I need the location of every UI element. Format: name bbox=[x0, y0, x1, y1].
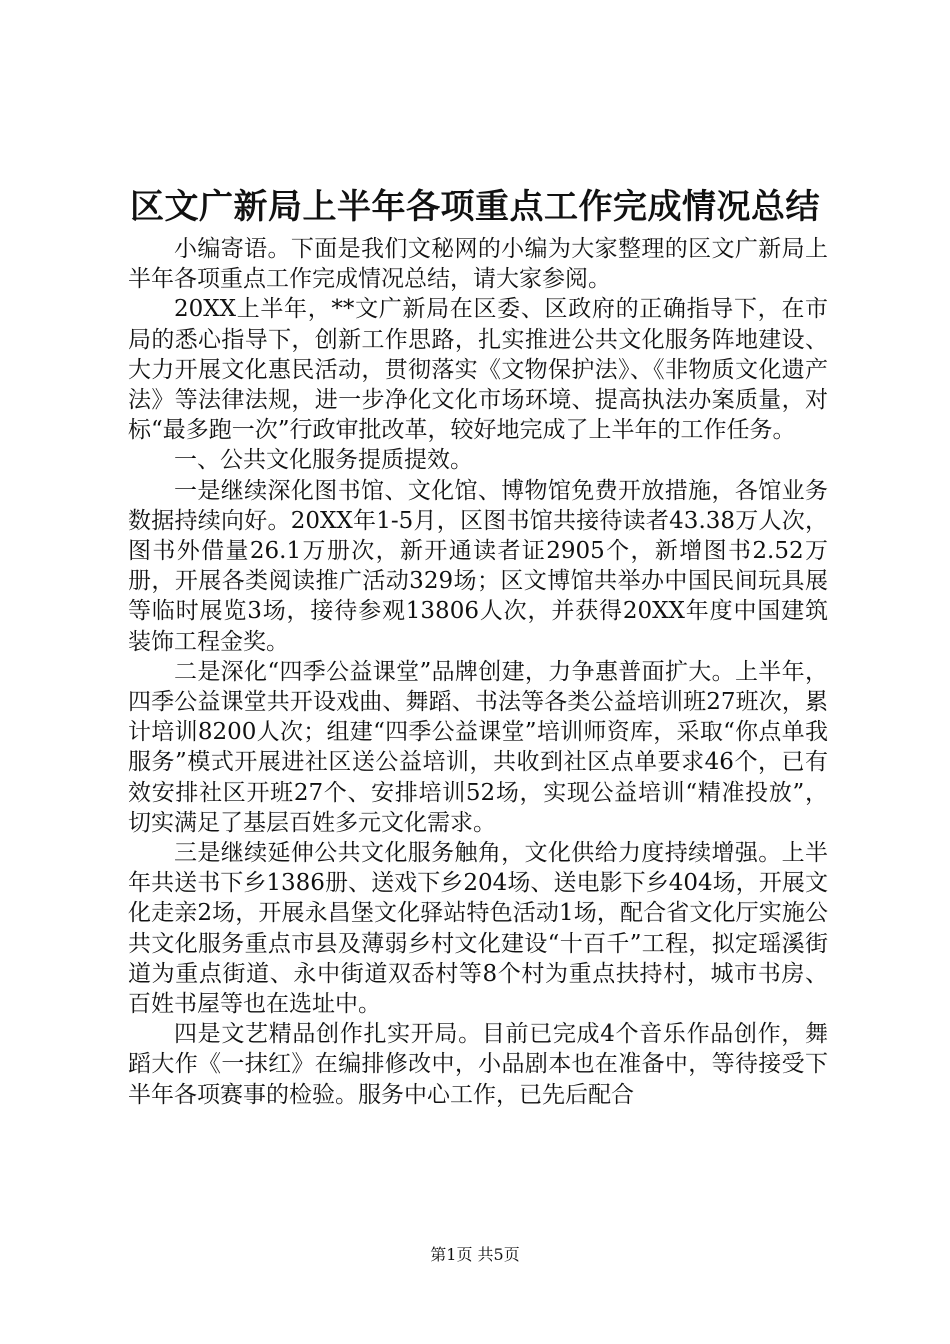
paragraph-point-4: 四是文艺精品创作扎实开局。目前已完成4个音乐作品创作，舞蹈大作《一抹红》在编排修改中，小品剧本也在准备中，等待接受下半年各项赛事的检验。服务中心工作，已先后配合 bbox=[128, 1021, 828, 1108]
document-body bbox=[128, 234, 828, 1110]
page-number-footer: 第1页 共5页 bbox=[430, 1245, 520, 1264]
section-heading-1: 一、公共文化服务提质提效。 bbox=[174, 447, 473, 474]
paragraph-point-1: 一是继续深化图书馆、文化馆、博物馆免费开放措施，各馆业务数据持续向好。20XX年1-5月，区图书馆共接待读者43.38万人次，图书外借量26.1万册次，新开通读者证2905个，新增图书2.52万册，开展各类阅读推广活动329场；区文博馆共举办中国民间玩具展等临时展览3场，接待参观13806人次，并获得20XX年度中国建筑装饰工程金奖。 bbox=[128, 477, 828, 655]
document-title: 区文广新局上半年各项重点工作完成情况总结 bbox=[130, 187, 820, 227]
paragraph-point-3: 三是继续延伸公共文化服务触角，文化供给力度持续增强。上半年共送书下乡1386册、送戏下乡204场、送电影下乡404场，开展文化走亲2场，开展永昌堡文化驿站特色活动1场，配合省文化厅实施公共文化服务重点市县及薄弱乡村文化建设“十百千”工程，拟定瑶溪街道为重点街道、永中街道双岙村等8个村为重点扶持村，城市书房、百姓书屋等也在选址中。 bbox=[128, 840, 828, 1018]
paragraph-overview: 20XX上半年，**文广新局在区委、区政府的正确指导下，在市局的悉心指导下，创新工作思路，扎实推进公共文化服务阵地建设、大力开展文化惠民活动，贯彻落实《文物保护法》、《非物质文化遗产法》等法律法规，进一步净化文化市场环境、提高执法办案质量，对标“最多跑一次”行政审批改革，较好地完成了上半年的工作任务。 bbox=[128, 296, 828, 444]
paragraph-intro: 小编寄语。下面是我们文秘网的小编为大家整理的区文广新局上半年各项重点工作完成情况总结，请大家参阅。 bbox=[128, 236, 828, 293]
paragraph-point-2: 二是深化“四季公益课堂”品牌创建，力争惠普面扩大。上半年，四季公益课堂共开设戏曲、舞蹈、书法等各类公益培训班27班次，累计培训8200人次；组建“四季公益课堂”培训师资库，采取“你点单我服务”模式开展进社区送公益培训，共收到社区点单要求46个，已有效安排社区开班27个、安排培训52场，实现公益培训“精准投放”，切实满足了基层百姓多元文化需求。 bbox=[128, 658, 828, 836]
